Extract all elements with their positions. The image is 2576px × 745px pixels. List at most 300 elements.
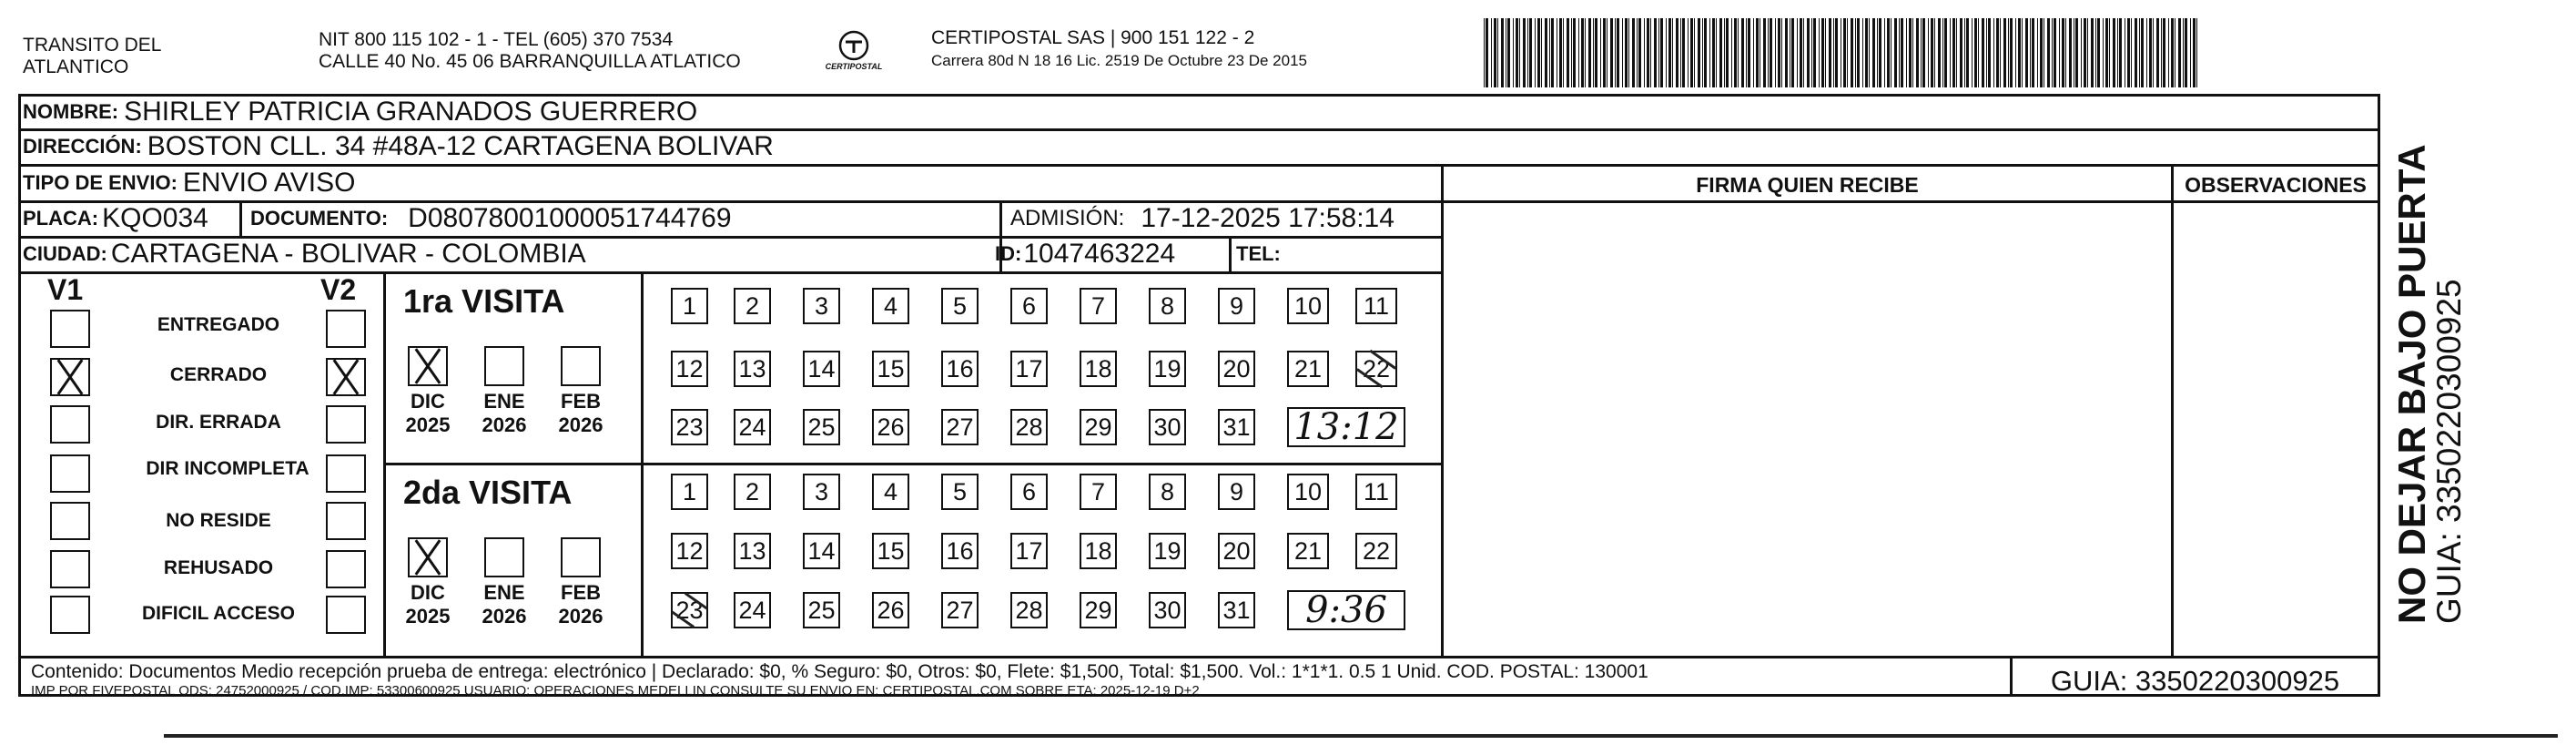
footer-guia: GUIA: 3350220300925: [2050, 665, 2340, 697]
barcode-bar: [1855, 18, 1856, 87]
barcode-bar: [1847, 18, 1848, 87]
barcode-bar: [2113, 18, 2115, 87]
barcode-bar: [1986, 18, 1987, 87]
barcode-bar: [2087, 18, 2088, 87]
barcode-bar: [2018, 18, 2021, 87]
tel-label: TEL:: [1236, 242, 1281, 265]
barcode-bar: [1877, 18, 1878, 87]
barcode-bar: [1559, 18, 1562, 87]
firma-header: FIRMA QUIEN RECIBE: [1696, 173, 1919, 197]
visit-1-day-6[interactable]: 6: [1010, 474, 1048, 510]
barcode-bar: [1756, 18, 1759, 87]
barcode-bar: [1922, 18, 1925, 87]
visit-1-day-12[interactable]: 12: [671, 533, 708, 569]
col-line-obs: [2171, 164, 2174, 656]
barcode-bar: [1912, 18, 1913, 87]
barcode-bar: [2000, 18, 2001, 87]
barcode-bar: [1921, 18, 1922, 87]
visit-1-day-14[interactable]: 14: [803, 533, 840, 569]
barcode-bar: [1535, 18, 1536, 87]
visit-0-day-24[interactable]: 24: [734, 409, 771, 445]
issuer-address: CALLE 40 No. 45 06 BARRANQUILLA ATLATICO: [319, 51, 741, 72]
v1-checkbox-0[interactable]: [50, 310, 90, 348]
barcode-bar: [1978, 18, 1979, 87]
v1-checkbox-5[interactable]: [50, 550, 90, 588]
barcode-bar: [1869, 18, 1870, 87]
barcode-bar: [1494, 18, 1496, 87]
barcode-bar: [2059, 18, 2060, 87]
visit-0-month-checkbox-1[interactable]: [484, 346, 524, 386]
visit-0-month-checkbox-0[interactable]: [408, 346, 448, 386]
visit-0-day-16[interactable]: 16: [941, 351, 979, 387]
barcode-bar: [1872, 18, 1875, 87]
barcode-bar: [1972, 18, 1973, 87]
v2-label: V2: [320, 273, 357, 306]
visit-0-time: 13:12: [1293, 406, 1399, 448]
barcode-bar: [1785, 18, 1788, 87]
v2-checkbox-0[interactable]: [326, 310, 366, 348]
barcode-bar: [1563, 18, 1564, 87]
barcode-bar: [1578, 18, 1579, 87]
barcode-bar: [2047, 18, 2050, 87]
status-label-4: NO RESIDE: [166, 510, 271, 531]
barcode-bar: [1672, 18, 1673, 87]
barcode-bar: [1741, 18, 1744, 87]
barcode-bar: [1513, 18, 1514, 87]
barcode-bar: [1887, 18, 1890, 87]
barcode-bar: [1819, 18, 1820, 87]
barcode-bar: [1993, 18, 1994, 87]
barcode-bar: [1825, 18, 1826, 87]
visit-0-day-18[interactable]: 18: [1080, 351, 1117, 387]
barcode-bar: [2196, 18, 2197, 87]
courier-address: Carrera 80d N 18 16 Lic. 2519 De Octubre 23 De 2015: [931, 52, 1307, 69]
month-name: FEB: [561, 581, 601, 604]
barcode-bar: [1709, 18, 1710, 87]
visit-0-day-31[interactable]: 31: [1218, 409, 1255, 445]
barcode-bar: [2062, 18, 2064, 87]
barcode-bar: [2178, 18, 2181, 87]
visit-1-time-box[interactable]: [1287, 590, 1405, 630]
barcode-bar: [2052, 18, 2053, 87]
barcode-bar: [1647, 18, 1649, 87]
barcode-bar: [1615, 18, 1616, 87]
visit-1-day-7[interactable]: 7: [1080, 474, 1117, 510]
barcode-bar: [1909, 18, 1912, 87]
placa-value: KQO034: [102, 203, 208, 233]
barcode-bar: [1497, 18, 1498, 87]
status-label-5: REHUSADO: [163, 557, 274, 578]
visit-1-day-8[interactable]: 8: [1149, 474, 1186, 510]
visit-1-day-26[interactable]: 26: [872, 592, 909, 628]
barcode-bar: [1952, 18, 1955, 87]
barcode-bar: [2054, 18, 2056, 87]
barcode-bar: [1894, 18, 1897, 87]
barcode-bar: [1549, 18, 1550, 87]
barcode-bar: [1928, 18, 1929, 87]
visit-0-day-10[interactable]: 10: [1287, 288, 1329, 324]
id-row: [995, 238, 1175, 270]
visit-1-day-1[interactable]: 1: [671, 474, 708, 510]
barcode-bar: [2097, 18, 2100, 87]
v2-checkbox-6[interactable]: [326, 596, 366, 634]
barcode-bar: [2119, 18, 2122, 87]
barcode-bar: [2190, 18, 2191, 87]
admision-row: [1010, 202, 1394, 235]
ciudad-row: [23, 238, 586, 270]
visit-1-month-label-2: [549, 581, 613, 628]
month-year: 2025: [405, 413, 451, 436]
visit-1-day-23[interactable]: 23: [671, 592, 708, 628]
barcode-bar: [2081, 18, 2082, 87]
visit-1-day-15[interactable]: 15: [872, 533, 909, 569]
visit-1-month-checkbox-2[interactable]: [561, 537, 601, 577]
visit-1-day-3[interactable]: 3: [803, 474, 840, 510]
visit-1-day-25[interactable]: 25: [803, 592, 840, 628]
barcode-bar: [1974, 18, 1977, 87]
barcode-bar: [1516, 18, 1518, 87]
barcode-bar: [2030, 18, 2031, 87]
visit-0-month-checkbox-2[interactable]: [561, 346, 601, 386]
barcode-bar: [1770, 18, 1772, 87]
nombre-value: SHIRLEY PATRICIA GRANADOS GUERRERO: [124, 97, 698, 127]
visit-0-day-28[interactable]: 28: [1010, 409, 1048, 445]
issuer-line-1: TRANSITO DEL: [23, 35, 162, 56]
visit-1-day-24[interactable]: 24: [734, 592, 771, 628]
direccion-label: DIRECCIÓN:: [23, 135, 142, 158]
side-guia: GUIA: 3350220300925: [2430, 279, 2468, 624]
barcode-bar: [1688, 18, 1689, 87]
v1-checkbox-6[interactable]: [50, 596, 90, 634]
barcode-bar: [1768, 18, 1769, 87]
barcode-bar: [1638, 18, 1641, 87]
barcode-bar: [1748, 18, 1750, 87]
col-line-firma: [1441, 164, 1444, 656]
barcode-bar: [2193, 18, 2196, 87]
barcode-bar: [1603, 18, 1606, 87]
visit-0-month-label-1: [472, 390, 536, 437]
tipo-label: TIPO DE ENVIO:: [23, 171, 177, 194]
visit-0-day-25[interactable]: 25: [803, 409, 840, 445]
barcode-bar: [1746, 18, 1747, 87]
barcode-bar: [2161, 18, 2162, 87]
visit-0-day-9[interactable]: 9: [1218, 288, 1255, 324]
barcode-bar: [1800, 18, 1802, 87]
visit-0-day-30[interactable]: 30: [1149, 409, 1186, 445]
barcode-bar: [1719, 18, 1722, 87]
barcode-bar: [1501, 18, 1504, 87]
barcode-bar: [1632, 18, 1635, 87]
barcode-bar: [1916, 18, 1919, 87]
status-label-2: DIR. ERRADA: [156, 412, 281, 433]
footer-imp: IMP POR FIVEPOSTAL ODS: 24752000925 / COD.IMP: 53300600925 USUARIO: OPERACIONES MEDELLIN CONSULTE SU ENVIO EN: CERTIPOSTAL.COM SOBRE ETA: 2025-12-19 D+2: [31, 683, 1200, 699]
v2-checkbox-4[interactable]: [326, 502, 366, 540]
barcode-bar: [2117, 18, 2118, 87]
visit-1-time: 9:36: [1305, 589, 1387, 631]
barcode-bar: [1698, 18, 1700, 87]
visit-1-day-31[interactable]: 31: [1218, 592, 1255, 628]
visit-0-day-17[interactable]: 17: [1010, 351, 1048, 387]
visit-1-day-21[interactable]: 21: [1287, 533, 1329, 569]
v2-checkbox-1[interactable]: [326, 358, 366, 396]
visit-1-day-28[interactable]: 28: [1010, 592, 1048, 628]
visit-0-day-3[interactable]: 3: [803, 288, 840, 324]
barcode-bar: [1644, 18, 1645, 87]
barcode-bar: [1537, 18, 1540, 87]
barcode-bar: [1545, 18, 1547, 87]
visit-1-day-5[interactable]: 5: [941, 474, 979, 510]
barcode-bar: [1811, 18, 1812, 87]
courier-name: CERTIPOSTAL SAS | 900 151 122 - 2: [931, 27, 1255, 48]
visit-1-month-checkbox-0[interactable]: [408, 537, 448, 577]
barcode-bar: [1763, 18, 1766, 87]
v1-checkbox-1[interactable]: [50, 358, 90, 396]
barcode-bar: [1567, 18, 1569, 87]
barcode-bar: [2095, 18, 2096, 87]
visit-1-day-2[interactable]: 2: [734, 474, 771, 510]
visit-0-day-13[interactable]: 13: [734, 351, 771, 387]
visit-1-day-27[interactable]: 27: [941, 592, 979, 628]
visit-0-day-20[interactable]: 20: [1218, 351, 1255, 387]
visit-0-day-12[interactable]: 12: [671, 351, 708, 387]
barcode-bar: [1628, 18, 1629, 87]
barcode-bar: [1519, 18, 1520, 87]
barcode-bar: [2168, 18, 2169, 87]
visit-1-day-17[interactable]: 17: [1010, 533, 1048, 569]
barcode-bar: [2003, 18, 2006, 87]
visit-1-day-10[interactable]: 10: [1287, 474, 1329, 510]
barcode-bar: [1650, 18, 1651, 87]
barcode-bar: [1716, 18, 1717, 87]
barcode-bar: [2010, 18, 2013, 87]
id-value: 1047463224: [1023, 239, 1176, 269]
barcode-bar: [1676, 18, 1678, 87]
ciudad-value: CARTAGENA - BOLIVAR - COLOMBIA: [110, 239, 586, 269]
visit-1-day-13[interactable]: 13: [734, 533, 771, 569]
barcode-bar: [2032, 18, 2034, 87]
col-line-tel: [1229, 236, 1232, 272]
visit-1-day-22[interactable]: 22: [1355, 533, 1397, 569]
v2-checkbox-2[interactable]: [326, 405, 366, 444]
barcode-bar: [1807, 18, 1810, 87]
visit-0-day-6[interactable]: 6: [1010, 288, 1048, 324]
visit-0-day-26[interactable]: 26: [872, 409, 909, 445]
visit-0-day-8[interactable]: 8: [1149, 288, 1186, 324]
barcode-bar: [2065, 18, 2066, 87]
month-year: 2025: [405, 605, 451, 628]
visit-1-day-11[interactable]: 11: [1355, 474, 1397, 510]
visit-0-day-4[interactable]: 4: [872, 288, 909, 324]
barcode-bar: [2037, 18, 2038, 87]
barcode-bar: [1988, 18, 1991, 87]
barcode-bar: [1964, 18, 1965, 87]
visit-1-day-9[interactable]: 9: [1218, 474, 1255, 510]
courier-logo-text: CERTIPOSTAL: [825, 62, 883, 71]
tipo-row: [23, 167, 355, 199]
issuer-name: [23, 35, 161, 78]
visit-0-time-box[interactable]: [1287, 407, 1405, 447]
barcode-bar: [1571, 18, 1572, 87]
visit-1-day-20[interactable]: 20: [1218, 533, 1255, 569]
barcode-bar: [1996, 18, 1999, 87]
barcode-bar: [1982, 18, 1984, 87]
barcode-bar: [2146, 18, 2147, 87]
barcode-bar: [1712, 18, 1715, 87]
barcode-bar: [2139, 18, 2140, 87]
barcode-bar: [1617, 18, 1619, 87]
visit-0-day-5[interactable]: 5: [941, 288, 979, 324]
documento-row: [250, 202, 732, 235]
barcode-bar: [1942, 18, 1943, 87]
barcode-bar: [1966, 18, 1969, 87]
status-label-6: DIFICIL ACCESO: [141, 603, 295, 624]
barcode-bar: [1960, 18, 1962, 87]
barcode-bar: [1680, 18, 1681, 87]
barcode-bar: [2075, 18, 2078, 87]
v1-checkbox-3[interactable]: [50, 454, 90, 493]
barcode-bar: [2141, 18, 2144, 87]
visit-0-day-29[interactable]: 29: [1080, 409, 1117, 445]
observaciones-header: OBSERVACIONES: [2185, 173, 2367, 197]
barcode-bar: [1950, 18, 1951, 87]
nombre-label: NOMBRE:: [23, 100, 119, 123]
visit-1-day-18[interactable]: 18: [1080, 533, 1117, 569]
visit-0-day-11[interactable]: 11: [1355, 288, 1397, 324]
month-name: DIC: [411, 390, 445, 413]
barcode-graphic: [1482, 18, 2201, 87]
barcode-bar: [1781, 18, 1782, 87]
id-label: ID:: [995, 242, 1022, 265]
barcode-bar: [2103, 18, 2104, 87]
barcode-bar: [2171, 18, 2174, 87]
barcode-bar: [2040, 18, 2043, 87]
month-name: DIC: [411, 581, 445, 604]
barcode-bar: [1668, 18, 1671, 87]
v2-checkbox-3[interactable]: [326, 454, 366, 493]
barcode-bar: [1803, 18, 1804, 87]
barcode-bar: [1585, 18, 1586, 87]
barcode-bar: [2015, 18, 2016, 87]
visit-0-day-19[interactable]: 19: [1149, 351, 1186, 387]
barcode-bar: [1851, 18, 1853, 87]
visit-0-day-7[interactable]: 7: [1080, 288, 1117, 324]
barcode-bar: [2163, 18, 2165, 87]
barcode-bar: [1702, 18, 1703, 87]
barcode-bar: [1529, 18, 1532, 87]
month-year: 2026: [558, 605, 603, 628]
barcode-bar: [2135, 18, 2137, 87]
barcode-bar: [1622, 18, 1623, 87]
barcode-bar: [1486, 18, 1488, 87]
barcode-bar: [1690, 18, 1693, 87]
barcode-bar: [1821, 18, 1824, 87]
month-name: ENE: [483, 390, 525, 413]
admision-value: 17-12-2025 17:58:14: [1141, 203, 1394, 233]
barcode-bar: [1884, 18, 1885, 87]
barcode-bar: [1666, 18, 1667, 87]
barcode: [1482, 18, 2201, 87]
visit-0-day-22[interactable]: 22: [1355, 351, 1397, 387]
barcode-bar: [2008, 18, 2009, 87]
barcode-bar: [2131, 18, 2132, 87]
visit-1-day-4[interactable]: 4: [872, 474, 909, 510]
v2-checkbox-5[interactable]: [326, 550, 366, 588]
issuer-contact: [319, 29, 741, 73]
status-label-3: DIR INCOMPLETA: [146, 458, 309, 479]
barcode-bar: [1901, 18, 1903, 87]
barcode-bar: [1843, 18, 1846, 87]
visit-0-month-label-2: [549, 390, 613, 437]
direccion-row: [23, 130, 774, 163]
visit-1-day-29[interactable]: 29: [1080, 592, 1117, 628]
barcode-bar: [1934, 18, 1935, 87]
barcode-bar: [1654, 18, 1657, 87]
barcode-bar: [1484, 18, 1485, 87]
barcode-bar: [1595, 18, 1597, 87]
row-line-2: [18, 164, 2380, 167]
barcode-bar: [1491, 18, 1492, 87]
barcode-bar: [1778, 18, 1780, 87]
visit-0-day-15[interactable]: 15: [872, 351, 909, 387]
barcode-bar: [1682, 18, 1685, 87]
placa-label: PLACA:: [23, 207, 99, 230]
barcode-bar: [1835, 18, 1838, 87]
tel-row: [1236, 238, 1281, 270]
barcode-bar: [1551, 18, 1554, 87]
barcode-bar: [2185, 18, 2187, 87]
visit-0-day-23[interactable]: 23: [671, 409, 708, 445]
barcode-bar: [1573, 18, 1576, 87]
barcode-bar: [1797, 18, 1798, 87]
barcode-bar: [2091, 18, 2094, 87]
barcode-bar: [1581, 18, 1584, 87]
visit-0-day-21[interactable]: 21: [1287, 351, 1329, 387]
barcode-bar: [1931, 18, 1933, 87]
barcode-bar: [1833, 18, 1834, 87]
barcode-bar: [1523, 18, 1526, 87]
barcode-bar: [1541, 18, 1542, 87]
barcode-bar: [2069, 18, 2072, 87]
visit-1-day-16[interactable]: 16: [941, 533, 979, 569]
row-line-footer: [18, 656, 2380, 658]
visit-1-day-30[interactable]: 30: [1149, 592, 1186, 628]
v1-checkbox-4[interactable]: [50, 502, 90, 540]
side-text: [2392, 114, 2467, 624]
visit-1-month-label-1: [472, 581, 536, 628]
month-name: ENE: [483, 581, 525, 604]
v1-label: V1: [47, 273, 84, 306]
visit-0-day-2[interactable]: 2: [734, 288, 771, 324]
month-year: 2026: [482, 413, 527, 436]
tipo-value: ENVIO AVISO: [182, 168, 356, 198]
barcode-bar: [2183, 18, 2184, 87]
visit-0-day-14[interactable]: 14: [803, 351, 840, 387]
visit-0-day-27[interactable]: 27: [941, 409, 979, 445]
visit-1-month-checkbox-1[interactable]: [484, 537, 524, 577]
v1-checkbox-2[interactable]: [50, 405, 90, 444]
barcode-bar: [1899, 18, 1900, 87]
barcode-bar: [1829, 18, 1831, 87]
courier-logo: [813, 27, 895, 77]
footer-contenido: Contenido: Documentos Medio recepción prueba de entrega: electrónico | Declarado: $0, % Seguro: $0, Otros: $0, Flete: $1,500, Total: $1,500. Vol.: 1*1*1. 0.5 1 Unid. COD. POSTAL: 130001: [31, 661, 1648, 682]
barcode-bar: [2153, 18, 2154, 87]
visit-0-day-1[interactable]: 1: [671, 288, 708, 324]
courier-info: [931, 27, 1307, 71]
documento-label: DOCUMENTO:: [250, 207, 389, 230]
visit-1-day-19[interactable]: 19: [1149, 533, 1186, 569]
side-warning: NO DEJAR BAJO PUERTA: [2390, 144, 2433, 624]
barcode-bar: [2025, 18, 2028, 87]
